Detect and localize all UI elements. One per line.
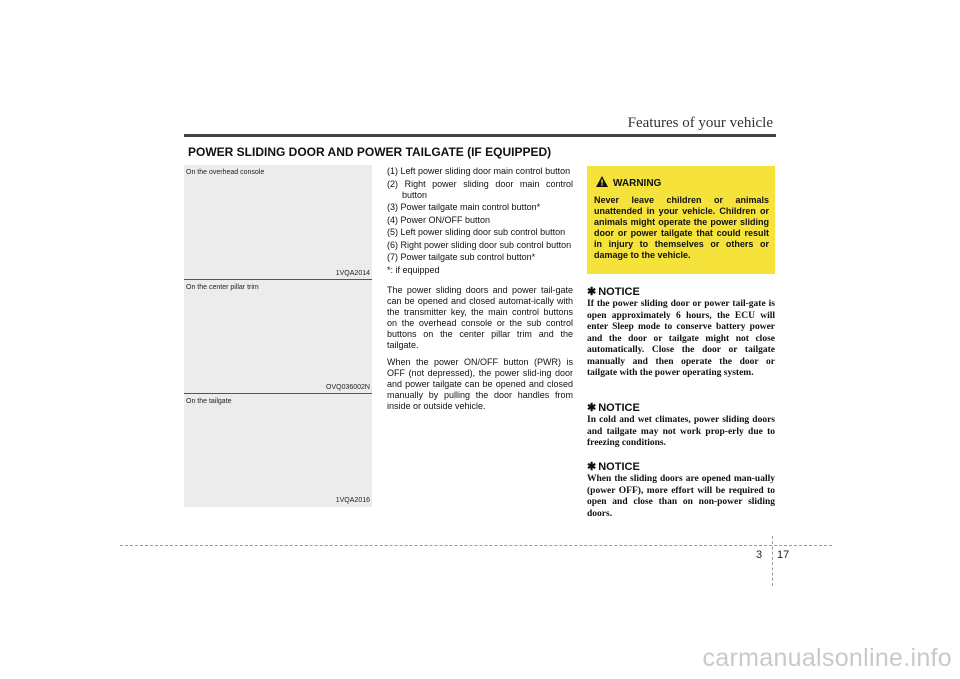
- page-chapter: 3: [756, 549, 763, 561]
- notice-text: When the sliding doors are opened man-ually (power OFF), more effort will be required to open and close than on non-power sliding doors.: [587, 474, 775, 519]
- image-code: 1VQA2014: [335, 270, 370, 277]
- list-item: (6) Right power sliding door sub control button: [387, 239, 572, 250]
- button-list: [387, 166, 573, 263]
- notice-text: If the power sliding door or power tail-gate is open approximately 6 hours, the ECU will enter Sleep mode to conserve battery power and the door or tailgate might not close automatically. Close the door or tailgate manually and then operate the door or tailgate with the power operating system.: [587, 299, 775, 378]
- notice-header: [587, 401, 775, 414]
- list-item: (2) Right power sliding door main control button: [387, 178, 573, 200]
- footer-rule: [120, 545, 832, 546]
- notice-header: [587, 285, 775, 298]
- notice-title: NOTICE: [598, 401, 640, 414]
- watermark[interactable]: carmanualsonline.info: [702, 644, 952, 672]
- warning-title: WARNING: [613, 177, 662, 189]
- notice-block: [587, 460, 775, 520]
- notice-block: [587, 401, 775, 450]
- image-caption: On the tailgate: [186, 398, 232, 405]
- list-item: (3) Power tailgate main control button*: [387, 202, 541, 212]
- image-tailgate: [184, 394, 372, 507]
- list-item: (5) Left power sliding door sub control button: [387, 227, 566, 237]
- list-item: (7) Power tailgate sub control button*: [387, 252, 536, 262]
- image-center-pillar: [184, 280, 372, 394]
- image-code: OVQ036002N: [326, 384, 370, 391]
- image-overhead-console: [184, 165, 372, 280]
- notice-block: [587, 285, 775, 380]
- warning-header: [596, 174, 769, 192]
- list-item: (1) Left power sliding door main control button: [387, 166, 571, 176]
- notice-header: [587, 460, 775, 473]
- notice-title: NOTICE: [598, 460, 640, 473]
- page-header-title: Features of your vehicle: [627, 115, 773, 131]
- list-item: (4) Power ON/OFF button: [387, 214, 491, 225]
- notice-text: In cold and wet climates, power sliding doors and tailgate may not work prop-erly due to freezing conditions.: [587, 415, 775, 448]
- section-title: POWER SLIDING DOOR AND POWER TAILGATE (IF EQUIPPED): [188, 145, 552, 159]
- image-caption: On the center pillar trim: [186, 284, 259, 291]
- notice-title: NOTICE: [598, 285, 640, 298]
- notice-star-icon: ✱: [587, 461, 597, 473]
- footnote: *: if equipped: [387, 264, 440, 275]
- warning-text: Never leave children or animals unattended in your vehicle. Children or animals might operate the power sliding door or power tailgate that could result in injury to themselves or others or damage to the vehicle.: [594, 195, 769, 260]
- warning-box: [587, 166, 775, 274]
- warning-triangle-icon: [596, 174, 608, 192]
- image-caption: On the overhead console: [186, 169, 265, 176]
- notice-star-icon: ✱: [587, 286, 597, 298]
- image-code: 1VQA2016: [335, 497, 370, 504]
- page-number: 17: [777, 549, 790, 561]
- paragraph: The power sliding doors and power tail-gate can be opened and closed automat-ically with the transmitter key, the main control buttons on the overhead console or the sub control buttons on the center pillar trim and the tailgate.: [387, 284, 573, 350]
- paragraph: When the power ON/OFF button (PWR) is OFF (not depressed), the power slid-ing door and power tailgate can be opened and closed manually by pulling the door handles from inside or outside vehicle.: [387, 356, 573, 411]
- header-rule: [184, 134, 776, 137]
- description-column: [387, 166, 573, 412]
- notice-star-icon: ✱: [587, 402, 597, 414]
- footer-divider: [772, 536, 773, 586]
